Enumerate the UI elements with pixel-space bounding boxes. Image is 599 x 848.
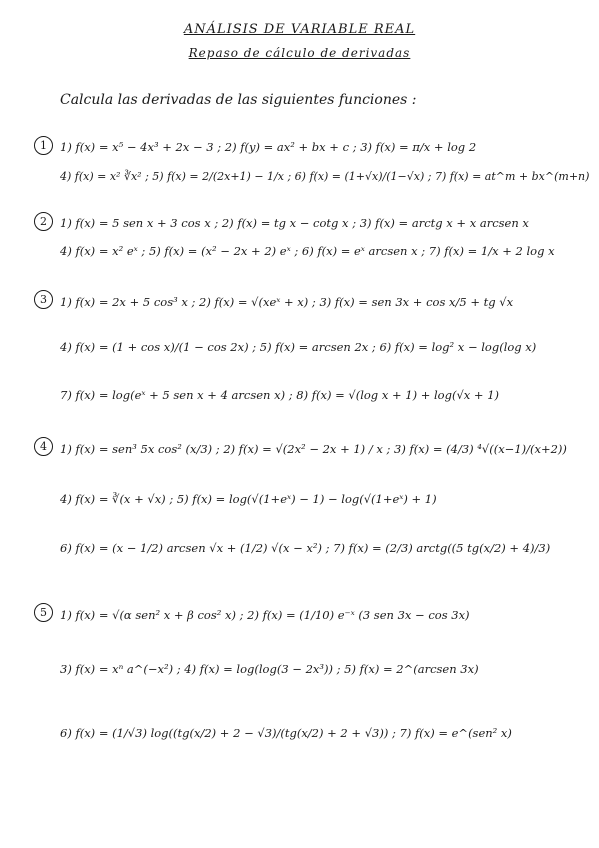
section-number-4: 4: [34, 437, 53, 456]
exercise-line: 1) f(x) = x⁵ − 4x³ + 2x − 3 ; 2) f(y) = ax² + bx + c ; 3) f(x) = π/x + log 2: [60, 140, 477, 154]
exercise-line: 4) f(x) = ∛(x + √x) ; 5) f(x) = log(√(1+eˣ) − 1) − log(√(1+eˣ) + 1): [60, 492, 437, 506]
exercise-line: 4) f(x) = (1 + cos x)/(1 − cos 2x) ; 5) f(x) = arcsen 2x ; 6) f(x) = log² x − log(log x): [60, 340, 537, 354]
page-subtitle: Repaso de cálculo de derivadas: [188, 46, 411, 60]
exercise-line: 1) f(x) = 2x + 5 cos³ x ; 2) f(x) = √(xeˣ + x) ; 3) f(x) = sen 3x + cos x/5 + tg √x: [60, 295, 514, 309]
exercise-line: 6) f(x) = (1/√3) log((tg(x/2) + 2 − √3)/(tg(x/2) + 2 + √3)) ; 7) f(x) = e^(sen² x): [60, 726, 512, 740]
exercise-line: 1) f(x) = 5 sen x + 3 cos x ; 2) f(x) = tg x − cotg x ; 3) f(x) = arctg x + x arcsen x: [60, 216, 529, 230]
section-number-1: 1: [34, 136, 53, 155]
exercise-line: 6) f(x) = (x − 1/2) arcsen √x + (1/2) √(x − x²) ; 7) f(x) = (2/3) arctg((5 tg(x/2) + 4)/3): [60, 541, 551, 555]
page-title: ANÁLISIS DE VARIABLE REAL: [183, 22, 416, 37]
exercise-line: 1) f(x) = sen³ 5x cos² (x/3) ; 2) f(x) = √(2x² − 2x + 1) / x ; 3) f(x) = (4/3) ⁴√((x−1)/(x+2)): [60, 442, 567, 456]
exercise-line: 3) f(x) = xⁿ a^(−x²) ; 4) f(x) = log(log(3 − 2x³)) ; 5) f(x) = 2^(arcsen 3x): [60, 662, 479, 676]
exercise-line: 4) f(x) = x² ∛x² ; 5) f(x) = 2/(2x+1) − 1/x ; 6) f(x) = (1+√x)/(1−√x) ; 7) f(x) = at^m + bx^(m+n): [60, 170, 590, 183]
section-number-2: 2: [34, 212, 53, 231]
exercise-line: 7) f(x) = log(eˣ + 5 sen x + 4 arcsen x) ; 8) f(x) = √(log x + 1) + log(√x + 1): [60, 388, 500, 402]
section-number-5: 5: [34, 603, 53, 622]
exercise-line: 4) f(x) = x² eˣ ; 5) f(x) = (x² − 2x + 2) eˣ ; 6) f(x) = eˣ arcsen x ; 7) f(x) = 1/x + 2 log x: [60, 244, 555, 258]
section-number-3: 3: [34, 290, 53, 309]
instructions: Calcula las derivadas de las siguientes funciones :: [60, 92, 417, 108]
exercise-line: 1) f(x) = √(α sen² x + β cos² x) ; 2) f(x) = (1/10) e⁻ˣ (3 sen 3x − cos 3x): [60, 608, 470, 622]
